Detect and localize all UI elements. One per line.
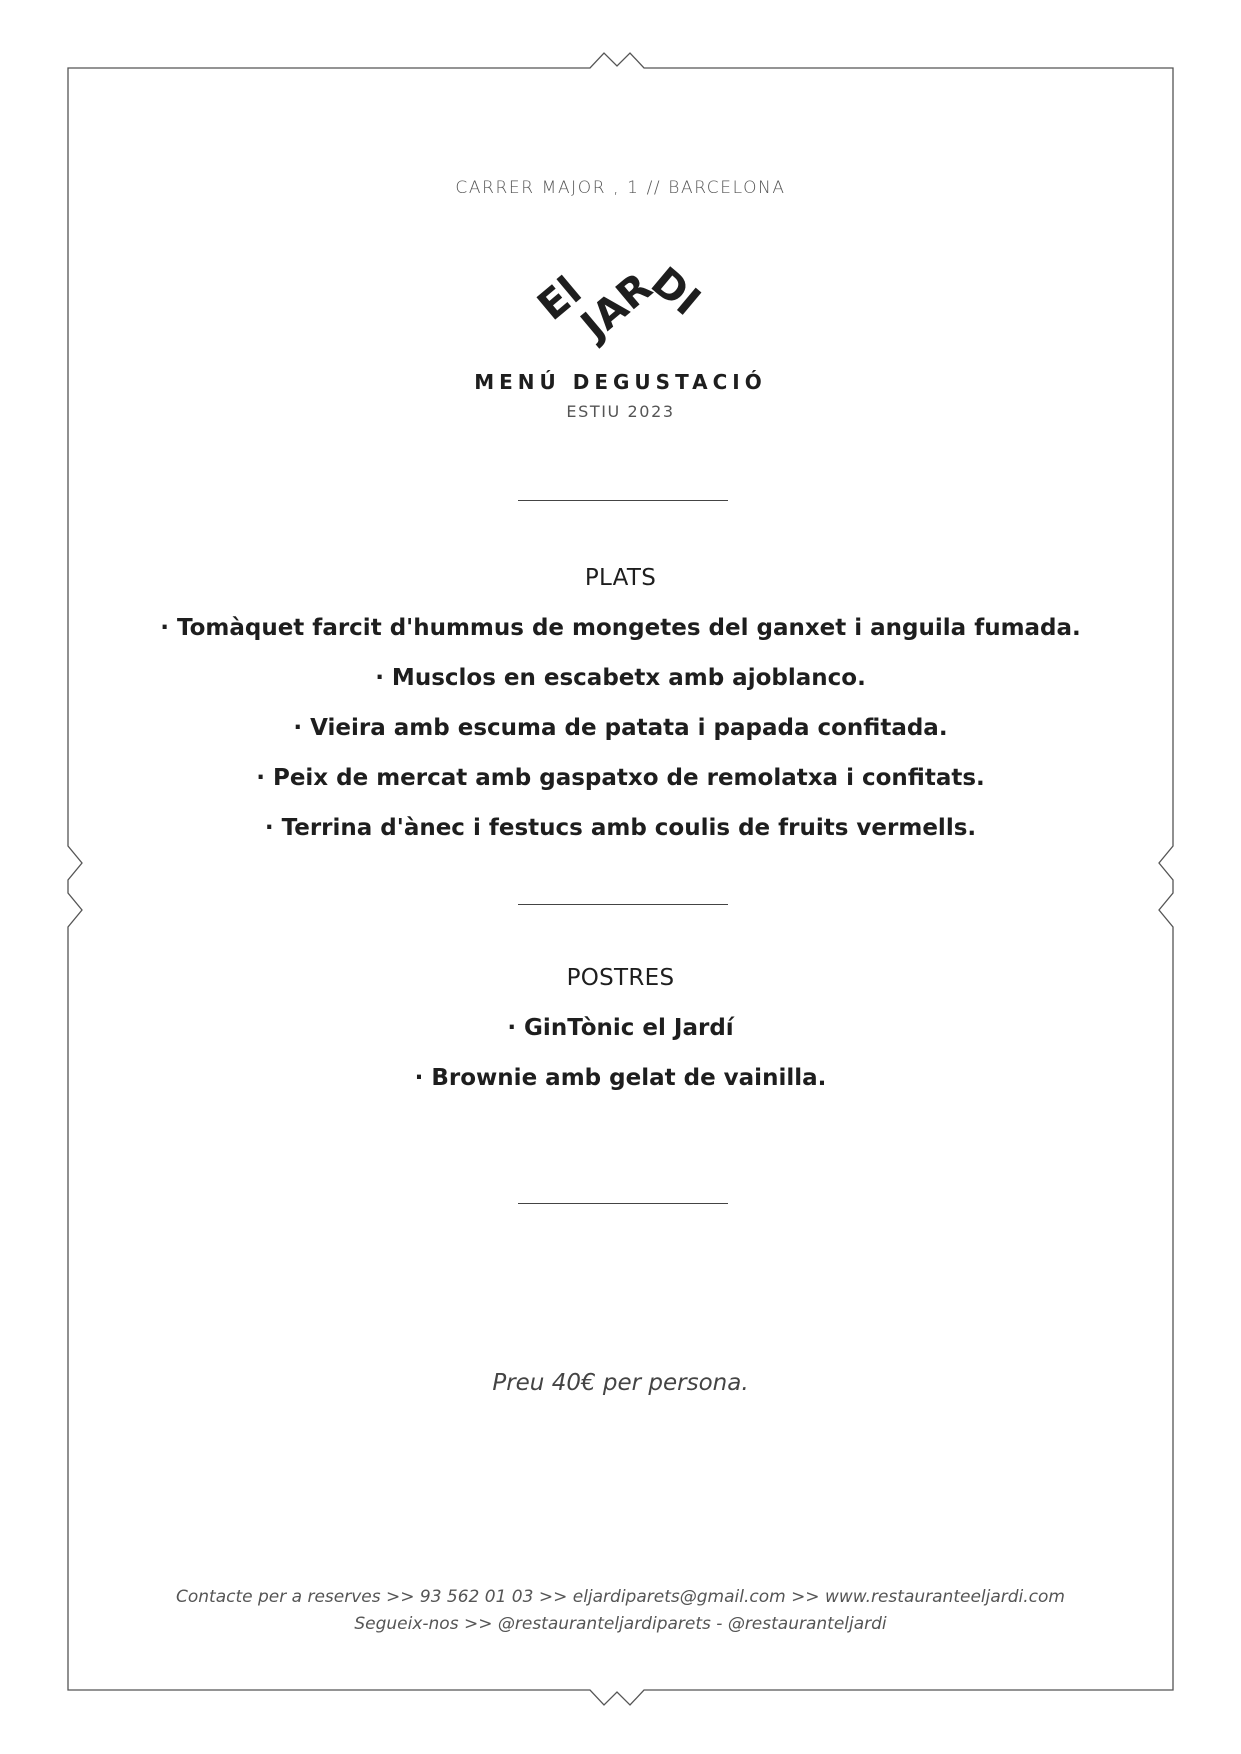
dessert-item: · GinTònic el Jardí (507, 1015, 734, 1041)
section-title-postres: POSTRES (566, 965, 675, 991)
divider-bottom (518, 1203, 728, 1204)
footer-social: Segueix-nos >> @restauranteljardiparets - @restauranteljardi (354, 1614, 887, 1634)
dessert-item: · Brownie amb gelat de vainilla. (414, 1065, 827, 1091)
svg-text:JAR: JAR (572, 264, 662, 349)
restaurant-logo (520, 240, 720, 350)
svg-text:El: El (529, 268, 591, 330)
section-title-plats: PLATS (584, 565, 657, 591)
menu-subtitle: ESTIU 2023 (566, 402, 675, 421)
restaurant-address: CARRER MAJOR , 1 // BARCELONA (455, 178, 786, 198)
divider-middle (518, 904, 728, 905)
dish-item: · Peix de mercat amb gaspatxo de remolatxa i confitats. (256, 765, 985, 791)
dish-item: · Musclos en escabetx amb ajoblanco. (375, 665, 866, 691)
dish-item: · Vieira amb escuma de patata i papada confitada. (293, 715, 948, 741)
divider-top (518, 500, 728, 501)
menu-title: MENÚ DEGUSTACIÓ (474, 370, 767, 394)
dish-item: · Tomàquet farcit d'hummus de mongetes del ganxet i anguila fumada. (160, 615, 1081, 641)
svg-text:DI: DI (642, 258, 709, 325)
dish-item: · Terrina d'ànec i festucs amb coulis de fruits vermells. (264, 815, 977, 841)
footer-contact: Contacte per a reserves >> 93 562 01 03 >> eljardiparets@gmail.com >> www.restauranteeljardi.com (175, 1587, 1065, 1607)
price-per-person: Preu 40€ per persona. (492, 1370, 749, 1396)
